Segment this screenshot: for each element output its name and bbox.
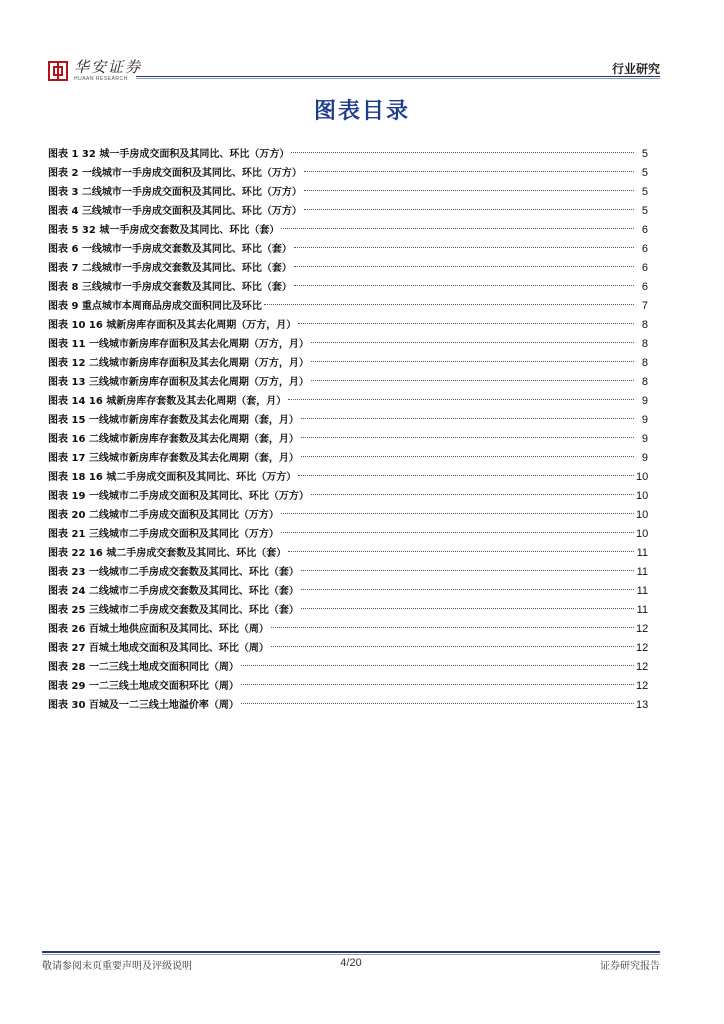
toc-entry-page[interactable]: 8 bbox=[641, 376, 648, 388]
toc-leader-dots bbox=[271, 646, 634, 647]
toc-entry-page[interactable]: 6 bbox=[641, 243, 648, 255]
toc-entry-label[interactable]: 图表 14 16 城新房库存套数及其去化周期（套，月） bbox=[48, 396, 287, 407]
toc-leader-dots bbox=[294, 285, 634, 286]
toc-entry-page[interactable]: 8 bbox=[641, 338, 648, 350]
footer-disclaimer: 敬请参阅末页重要声明及评级说明 bbox=[42, 961, 192, 972]
toc-entry[interactable] bbox=[48, 240, 648, 259]
toc-entry-label[interactable]: 图表 25 三线城市二手房成交套数及其同比、环比（套） bbox=[48, 605, 299, 616]
toc-entry-label[interactable]: 图表 27 百城土地成交面积及其同比、环比（周） bbox=[48, 643, 269, 654]
header-rule-thin bbox=[136, 78, 660, 79]
toc-entry[interactable] bbox=[48, 354, 648, 373]
toc-leader-dots bbox=[291, 152, 634, 153]
toc-entry-label[interactable]: 图表 3 二线城市一手房成交面积及其同比、环比（万方） bbox=[48, 187, 302, 198]
toc-leader-dots bbox=[311, 494, 634, 495]
toc-entry-label[interactable]: 图表 4 三线城市一手房成交面积及其同比、环比（万方） bbox=[48, 206, 302, 217]
toc-entry[interactable] bbox=[48, 202, 648, 221]
toc-entry-page[interactable]: 10 bbox=[636, 528, 649, 540]
toc-leader-dots bbox=[294, 247, 634, 248]
toc-entry-page[interactable]: 11 bbox=[636, 566, 648, 578]
toc-entry-label[interactable]: 图表 6 一线城市一手房成交套数及其同比、环比（套） bbox=[48, 244, 292, 255]
page-header bbox=[48, 60, 660, 88]
logo-mark-icon bbox=[48, 61, 68, 81]
toc-leader-dots bbox=[298, 475, 634, 476]
toc-leader-dots bbox=[301, 437, 634, 438]
toc-entry-page[interactable]: 11 bbox=[636, 547, 648, 559]
toc-leader-dots bbox=[298, 323, 634, 324]
toc-entry-label[interactable]: 图表 20 二线城市二手房成交面积及其同比（万方） bbox=[48, 510, 279, 521]
header-rule bbox=[136, 76, 660, 77]
toc-entry[interactable] bbox=[48, 506, 648, 525]
toc-entry-label[interactable]: 图表 11 一线城市新房库存面积及其去化周期（万方，月） bbox=[48, 339, 309, 350]
toc-entry-page[interactable]: 10 bbox=[636, 509, 649, 521]
toc-entry-page[interactable]: 11 bbox=[636, 585, 648, 597]
toc-entry-page[interactable]: 5 bbox=[641, 167, 648, 179]
toc-entry-page[interactable]: 8 bbox=[641, 319, 648, 331]
toc-entry-page[interactable]: 9 bbox=[641, 433, 648, 445]
toc-entry[interactable] bbox=[48, 525, 648, 544]
toc-entry-page[interactable]: 13 bbox=[636, 699, 649, 711]
toc-entry-page[interactable]: 7 bbox=[641, 300, 648, 312]
toc-entry-page[interactable]: 8 bbox=[641, 357, 648, 369]
toc-leader-dots bbox=[311, 342, 634, 343]
toc-entry[interactable] bbox=[48, 601, 648, 620]
toc-leader-dots bbox=[288, 551, 634, 552]
toc-entry-page[interactable]: 11 bbox=[636, 604, 648, 616]
toc-entry-label[interactable]: 图表 26 百城土地供应面积及其同比、环比（周） bbox=[48, 624, 269, 635]
logo-text bbox=[74, 60, 142, 82]
toc-entry-page[interactable]: 10 bbox=[636, 471, 649, 483]
toc-entry-page[interactable]: 6 bbox=[641, 224, 648, 236]
toc-entry[interactable] bbox=[48, 487, 648, 506]
toc-entry-label[interactable]: 图表 29 一二三线土地成交面积环比（周） bbox=[48, 681, 239, 692]
toc-entry[interactable] bbox=[48, 430, 648, 449]
toc-leader-dots bbox=[304, 171, 634, 172]
toc-entry[interactable] bbox=[48, 278, 648, 297]
toc-entry[interactable] bbox=[48, 183, 648, 202]
toc-entry-label[interactable]: 图表 21 三线城市二手房成交面积及其同比（万方） bbox=[48, 529, 279, 540]
toc-leader-dots bbox=[301, 418, 634, 419]
company-logo bbox=[48, 60, 142, 82]
toc-entry[interactable] bbox=[48, 316, 648, 335]
toc-leader-dots bbox=[241, 684, 634, 685]
toc-entry-label[interactable]: 图表 1 32 城一手房成交面积及其同比、环比（万方） bbox=[48, 149, 290, 160]
report-type: 证券研究报告 bbox=[600, 961, 660, 972]
toc-entry-label[interactable]: 图表 10 16 城新房库存面积及其去化周期（万方，月） bbox=[48, 320, 297, 331]
logo-cn: 华安证券 bbox=[74, 58, 143, 76]
toc-entry-page[interactable]: 5 bbox=[641, 148, 648, 160]
toc-entry[interactable] bbox=[48, 411, 648, 430]
toc-entry-page[interactable]: 10 bbox=[636, 490, 649, 502]
toc-entry-page[interactable]: 12 bbox=[636, 661, 649, 673]
toc-entry[interactable] bbox=[48, 696, 648, 715]
toc-entry[interactable] bbox=[48, 468, 648, 487]
toc-leader-dots bbox=[311, 380, 634, 381]
toc-leader-dots bbox=[241, 703, 634, 704]
toc-entry-page[interactable]: 9 bbox=[641, 414, 648, 426]
toc-entry-label[interactable]: 图表 15 一线城市新房库存套数及其去化周期（套，月） bbox=[48, 415, 299, 426]
toc-entry-label[interactable]: 图表 28 一二三线土地成交面积同比（周） bbox=[48, 662, 239, 673]
section-label: 行业研究 bbox=[611, 62, 660, 76]
toc-entry[interactable] bbox=[48, 259, 648, 278]
toc-entry-label[interactable]: 图表 30 百城及一二三线土地溢价率（周） bbox=[48, 700, 239, 711]
toc-entry[interactable] bbox=[48, 373, 648, 392]
toc-entry-label[interactable]: 图表 24 二线城市二手房成交套数及其同比、环比（套） bbox=[48, 586, 299, 597]
toc-entry[interactable] bbox=[48, 145, 648, 164]
toc-entry[interactable] bbox=[48, 620, 648, 639]
footer-rule bbox=[42, 951, 660, 953]
toc-leader-dots bbox=[281, 513, 634, 514]
toc-entry-label[interactable]: 图表 7 二线城市一手房成交套数及其同比、环比（套） bbox=[48, 263, 292, 274]
toc-entry-page[interactable]: 9 bbox=[641, 395, 648, 407]
toc-entry[interactable] bbox=[48, 164, 648, 183]
toc-entry[interactable] bbox=[48, 563, 648, 582]
page-title: 图表目录 bbox=[313, 99, 410, 124]
toc-leader-dots bbox=[301, 570, 634, 571]
toc-entry-label[interactable]: 图表 13 三线城市新房库存面积及其去化周期（万方，月） bbox=[48, 377, 309, 388]
toc-entry-label[interactable]: 图表 9 重点城市本周商品房成交面积同比及环比 bbox=[48, 301, 262, 312]
toc-entry-page[interactable]: 12 bbox=[636, 680, 649, 692]
toc-leader-dots bbox=[301, 608, 634, 609]
toc-entry[interactable] bbox=[48, 392, 648, 411]
toc-leader-dots bbox=[301, 589, 634, 590]
toc-entry[interactable] bbox=[48, 221, 648, 240]
toc-entry[interactable] bbox=[48, 639, 648, 658]
toc-leader-dots bbox=[281, 228, 634, 229]
toc-leader-dots bbox=[304, 209, 634, 210]
toc-entry-page[interactable]: 12 bbox=[636, 623, 649, 635]
toc-leader-dots bbox=[311, 361, 634, 362]
toc-entry-page[interactable]: 6 bbox=[641, 281, 648, 293]
toc-entry[interactable] bbox=[48, 335, 648, 354]
toc-leader-dots bbox=[271, 627, 634, 628]
logo-en: HUAAN RESEARCH bbox=[74, 76, 128, 82]
toc-entry-page[interactable]: 9 bbox=[641, 452, 648, 464]
toc-entry-page[interactable]: 5 bbox=[641, 186, 648, 198]
toc-entry-label[interactable]: 图表 23 一线城市二手房成交套数及其同比、环比（套） bbox=[48, 567, 299, 578]
toc-leader-dots bbox=[264, 304, 634, 305]
toc-entry-label[interactable]: 图表 12 二线城市新房库存面积及其去化周期（万方，月） bbox=[48, 358, 309, 369]
toc-entry[interactable] bbox=[48, 582, 648, 601]
toc-entry[interactable] bbox=[48, 297, 648, 316]
toc-entry-label[interactable]: 图表 22 16 城二手房成交套数及其同比、环比（套） bbox=[48, 548, 287, 559]
toc-leader-dots bbox=[288, 399, 634, 400]
toc-entry[interactable] bbox=[48, 449, 648, 468]
toc-leader-dots bbox=[281, 532, 634, 533]
toc-leader-dots bbox=[241, 665, 634, 666]
toc-entry-label[interactable]: 图表 16 二线城市新房库存套数及其去化周期（套，月） bbox=[48, 434, 299, 445]
toc-entry-label[interactable]: 图表 5 32 城一手房成交套数及其同比、环比（套） bbox=[48, 225, 280, 236]
toc-entry-page[interactable]: 5 bbox=[641, 205, 648, 217]
toc-leader-dots bbox=[294, 266, 634, 267]
toc-entry[interactable] bbox=[48, 544, 648, 563]
table-of-contents bbox=[48, 145, 648, 715]
toc-leader-dots bbox=[304, 190, 634, 191]
toc-entry-label[interactable]: 图表 2 一线城市一手房成交面积及其同比、环比（万方） bbox=[48, 168, 302, 179]
toc-entry-label[interactable]: 图表 19 一线城市二手房成交面积及其同比、环比（万方） bbox=[48, 491, 309, 502]
toc-entry[interactable] bbox=[48, 677, 648, 696]
toc-entry-label[interactable]: 图表 8 三线城市一手房成交套数及其同比、环比（套） bbox=[48, 282, 292, 293]
toc-entry-label[interactable]: 图表 17 三线城市新房库存套数及其去化周期（套，月） bbox=[48, 453, 299, 464]
footer-rule-thin bbox=[42, 954, 660, 955]
toc-entry-page[interactable]: 12 bbox=[636, 642, 649, 654]
toc-entry-label[interactable]: 图表 18 16 城二手房成交面积及其同比、环比（万方） bbox=[48, 472, 297, 483]
page-number: 4/20 bbox=[340, 957, 362, 969]
toc-entry[interactable] bbox=[48, 658, 648, 677]
toc-leader-dots bbox=[301, 456, 634, 457]
toc-entry-page[interactable]: 6 bbox=[641, 262, 648, 274]
